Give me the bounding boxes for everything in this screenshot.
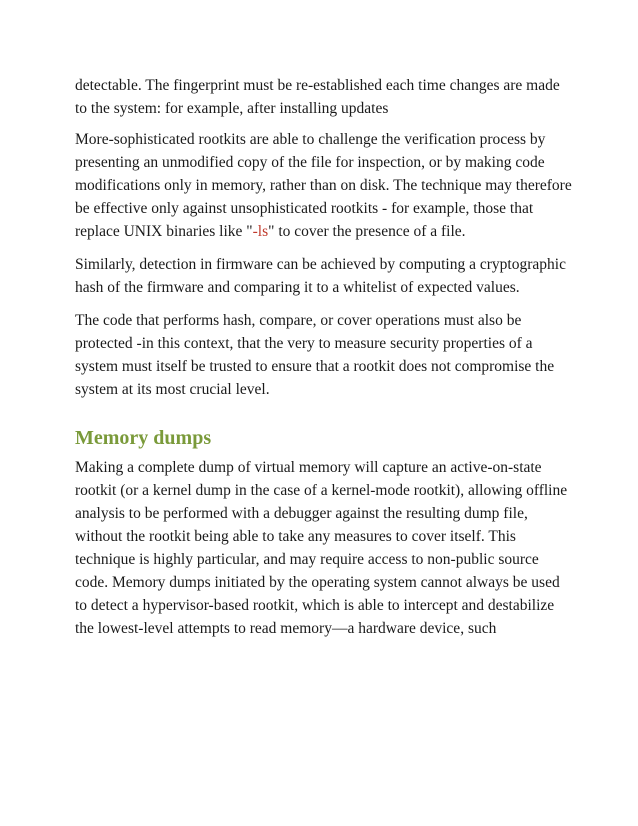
paragraph-memory-dumps: Making a complete dump of virtual memory will capture an active-on-state rootkit (or a kernel dump in the case of a kernel-mode rootkit), allowing offline analysis to be performed with a debugger against the resulting dump file, without the rootkit being able to take any measures to cover itself. This technique is highly particular, and may require access to non-public source code. Memory dumps initiated by the operating system cannot always be used to detect a hypervisor-based rootkit, which is able to intercept and destabilize the lowest-level attempts to read memory—a hardware device, such (75, 459, 568, 637)
page-content (75, 74, 575, 640)
paragraph-text-after: " to cover the presence of a file. (268, 223, 466, 240)
paragraph-sophisticated-rootkits (75, 128, 575, 243)
section-heading-memory-dumps: Memory dumps (75, 427, 212, 449)
ls-command-highlight: -ls (252, 223, 269, 240)
paragraph-firmware-detection: Similarly, detection in firmware can be achieved by computing a cryptographic hash of the firmware and comparing it to a whitelist of expected values. (75, 256, 566, 296)
paragraph-text-before: More-sophisticated rootkits are able to challenge the verification process by presenting an unmodified copy of the file for inspection, or by making code modifications only in memory, rather than on disk. The technique may therefore be effective only against unsophisticated rootkits - for example, those that replace UNIX binaries like " (75, 131, 572, 240)
paragraph-code-protection: The code that performs hash, compare, or cover operations must also be protected -in this context, that the very to measure security properties of a system must itself be trusted to ensure that a rootkit does not compromise the system at its most crucial level. (75, 312, 555, 398)
paragraph-fingerprint: detectable. The fingerprint must be re-established each time changes are made to the system: for example, after installing updates (75, 77, 560, 117)
